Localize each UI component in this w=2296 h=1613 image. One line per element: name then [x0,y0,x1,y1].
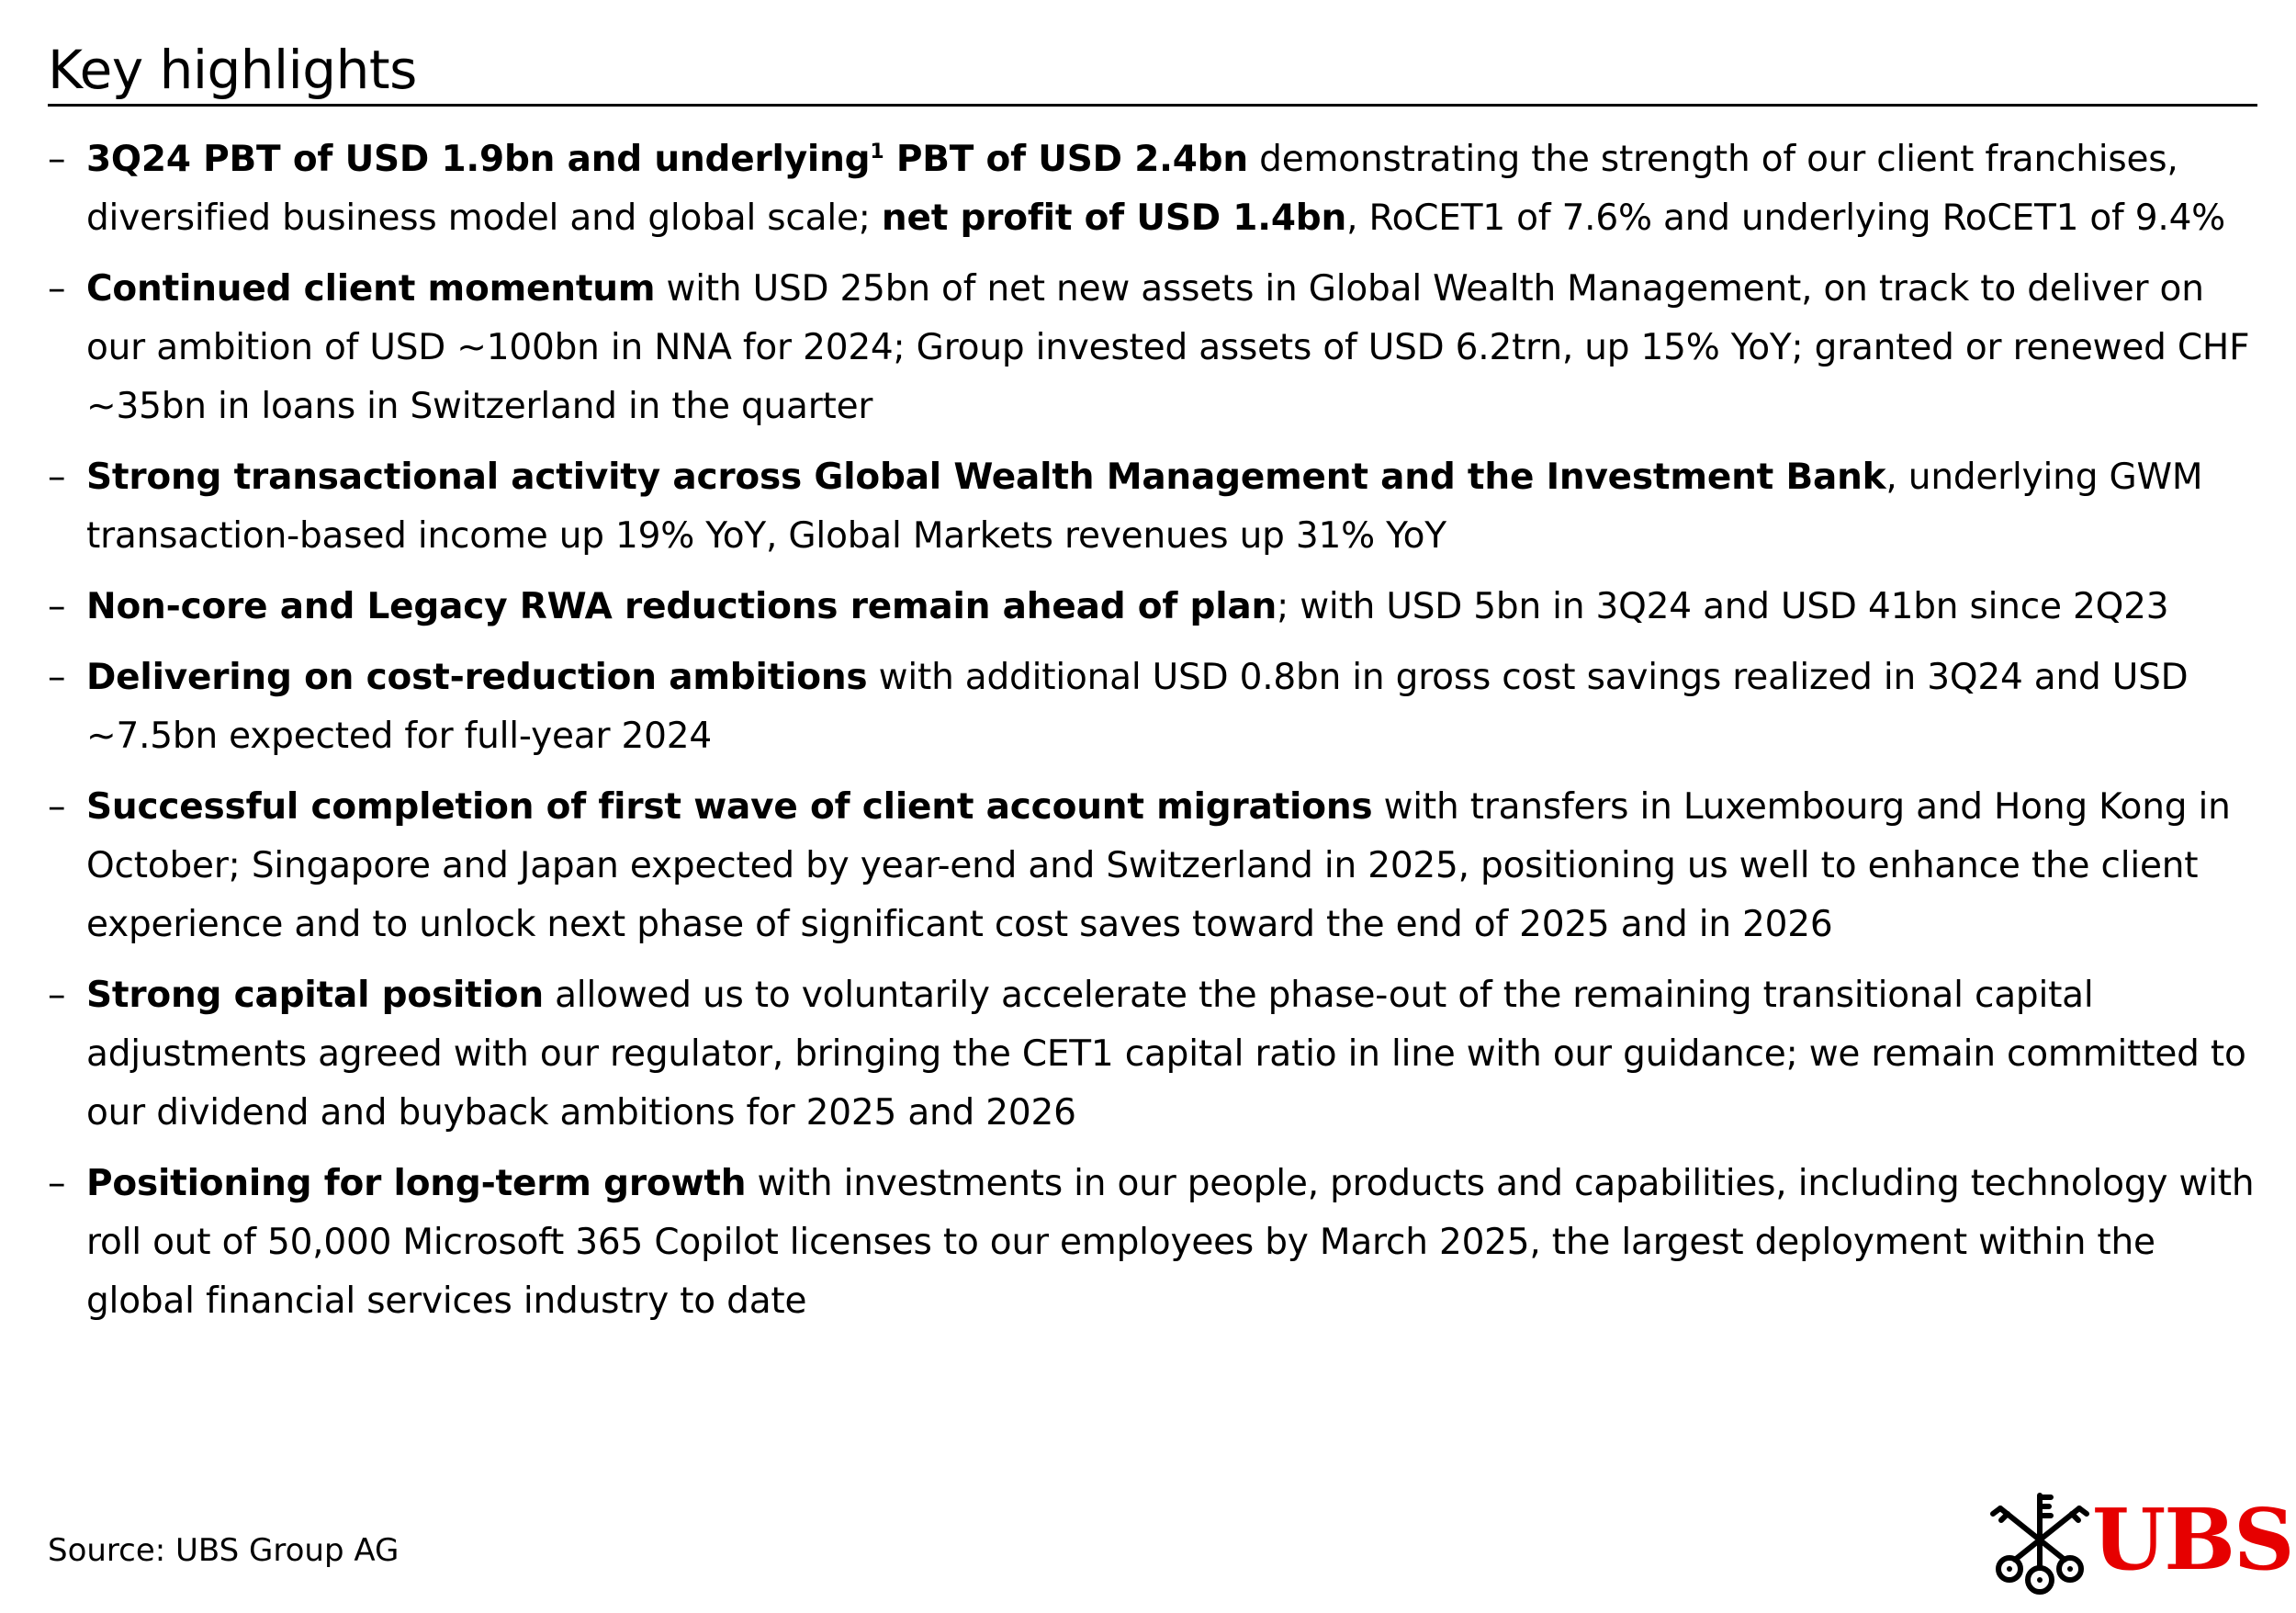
highlight-bold-text: Non-core and Legacy RWA reductions remain ahead of plan [86,586,1277,627]
ubs-logo [1989,1488,2293,1598]
highlight-bold-text: Successful completion of first wave of client account migrations [86,786,1373,828]
highlight-text: with transfers in Luxembourg and Hong Kong in October; Singapore and Japan expected by year-end and Switzerland in 2025, positioning us well to enhance the client experience and to unlock next phase of significant cost saves toward the end of 2025 and in 2026 [86,786,2231,945]
highlight-bold-text: Strong transactional activity across Global Wealth Management and the Investment Bank [86,457,1886,498]
page-title: Key highlights [48,39,417,101]
bullet-dash: – [48,657,66,698]
footnote-marker: 1 [870,141,884,164]
highlight-item [48,1155,2261,1331]
bullet-dash: – [48,457,66,498]
highlight-item [48,448,2261,566]
highlight-text: , underlying GWM transaction-based income up 19% YoY, Global Markets revenues up 31% YoY [86,457,2203,557]
highlight-text: with additional USD 0.8bn in gross cost savings realized in 3Q24 and USD ~7.5bn expected for full-year 2024 [86,657,2189,757]
highlight-bold-text: Continued client momentum [86,268,656,310]
highlight-item [48,778,2261,954]
ubs-wordmark: UBS [2092,1490,2293,1589]
highlight-bold-text: net profit of USD 1.4bn [881,197,1347,239]
highlight-bold-text: Positioning for long-term growth [86,1163,747,1204]
highlight-bold-text: 3Q24 PBT of USD 1.9bn and underlying [86,139,871,180]
highlight-item [48,578,2261,637]
highlight-item [48,966,2261,1143]
highlight-text: demonstrating the strength of our client franchises, diversified business model and global scale; [86,139,2178,239]
highlight-bold-text: PBT of USD 2.4bn [884,139,1248,180]
bullet-dash: – [48,1163,66,1204]
bullet-dash: – [48,139,66,180]
highlights-list [48,130,2261,1343]
bullet-dash: – [48,786,66,828]
highlight-bold-text: Delivering on cost-reduction ambitions [86,657,868,698]
bullet-dash: – [48,268,66,310]
three-keys-icon [1989,1488,2090,1598]
highlight-text: ; with USD 5bn in 3Q24 and USD 41bn since 2Q23 [1277,586,2169,627]
highlight-text: allowed us to voluntarily accelerate the phase-out of the remaining transitional capital adjustments agreed with our regulator, bringing the CET1 capital ratio in line with our guidance; we remain committed to our dividend and buyback ambitions for 2025 and 2026 [86,975,2246,1134]
source-note: Source: UBS Group AG [48,1532,400,1569]
highlight-item [48,260,2261,436]
highlight-text: with USD 25bn of net new assets in Global Wealth Management, on track to deliver on our ambition of USD ~100bn in NNA for 2024; Group invested assets of USD 6.2trn, up 15% YoY; granted or renewed CHF ~35bn in loans in Switzerland in the quarter [86,268,2250,427]
title-divider [48,104,2257,107]
highlight-item [48,130,2261,248]
highlight-text: , RoCET1 of 7.6% and underlying RoCET1 of 9.4% [1346,197,2226,239]
highlight-bold-text: Strong capital position [86,975,544,1016]
highlight-item [48,649,2261,766]
bullet-dash: – [48,975,66,1016]
bullet-dash: – [48,586,66,627]
highlight-text: with investments in our people, products and capabilities, including technology with roll out of 50,000 Microsoft 365 Copilot licenses to our employees by March 2025, the largest deployment within the global financial services industry to date [86,1163,2255,1322]
